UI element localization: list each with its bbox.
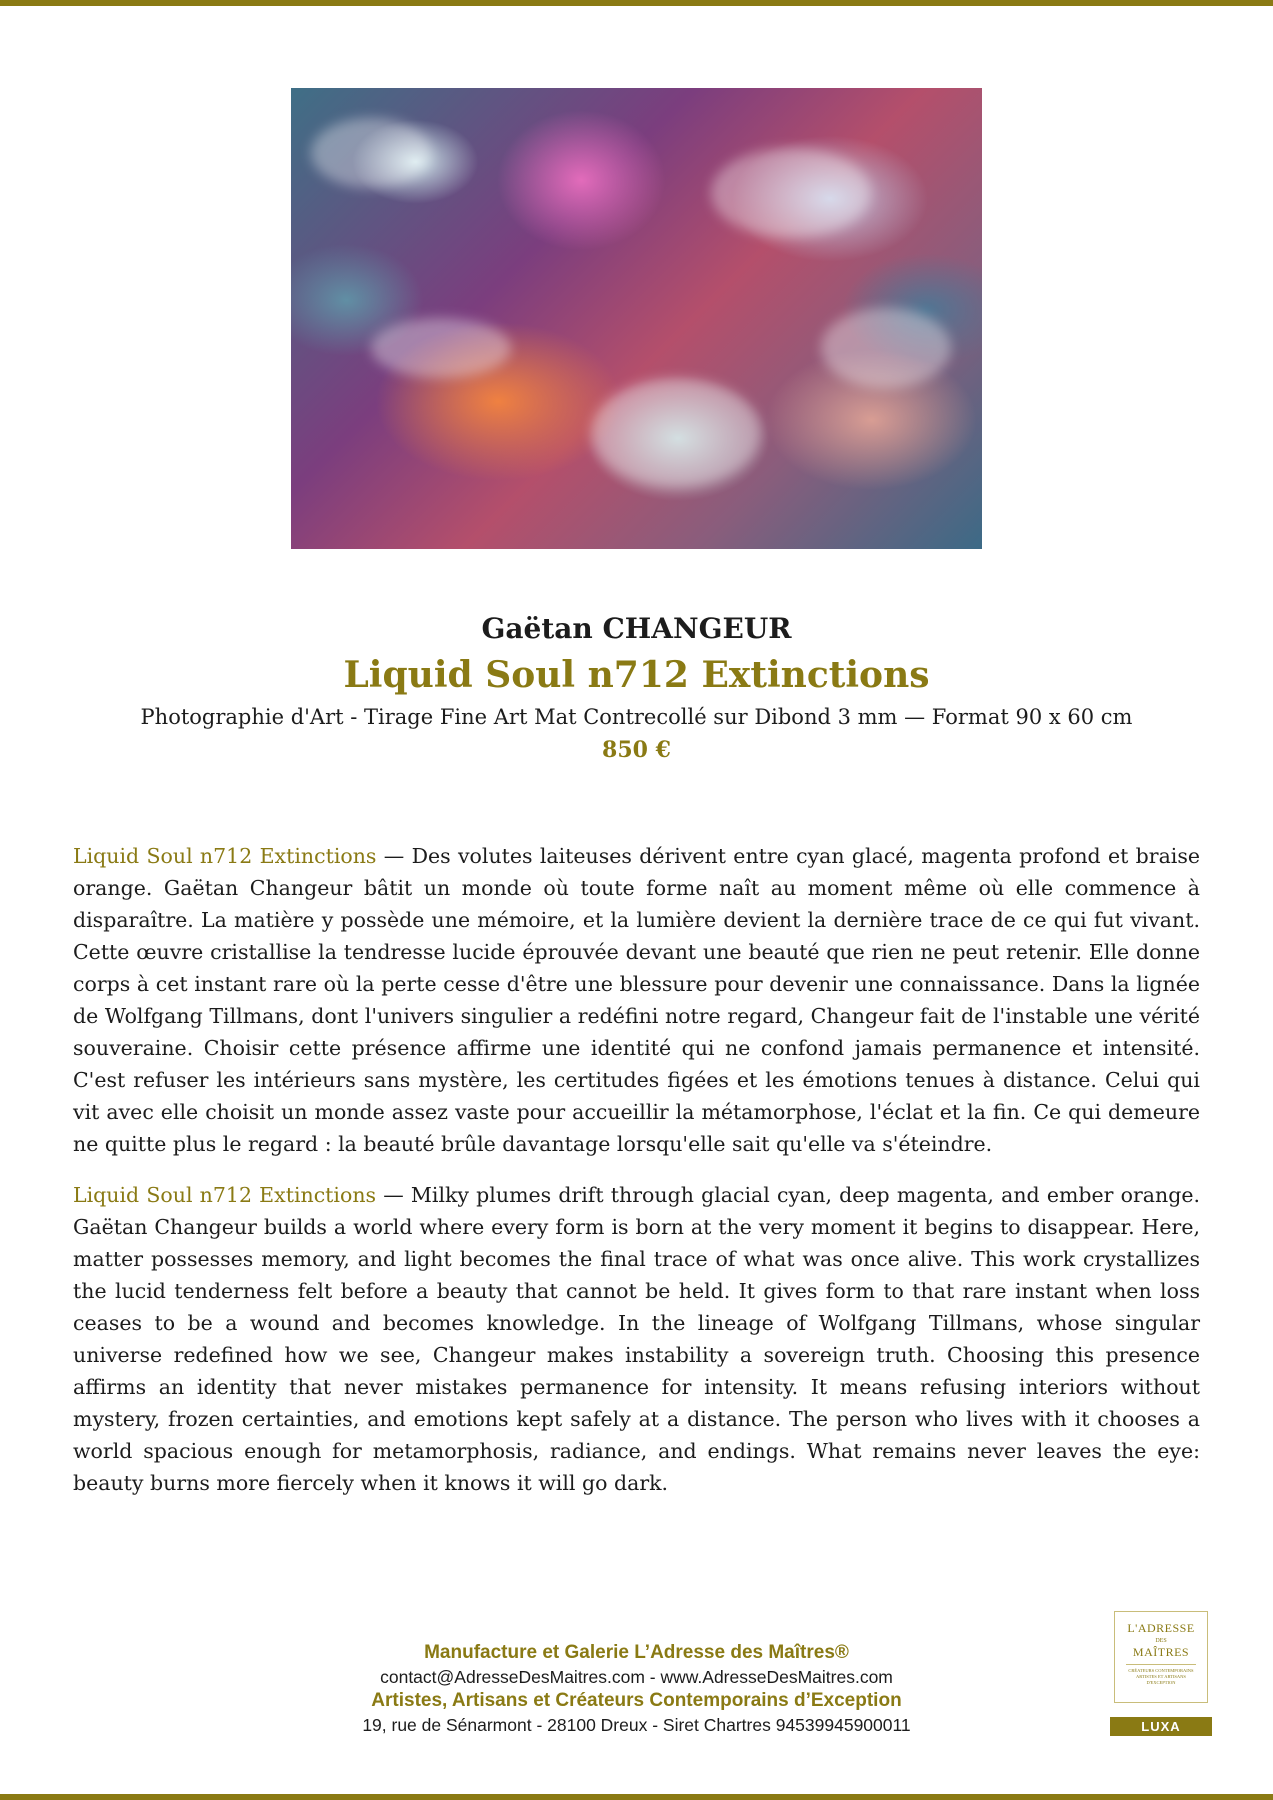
- luxa-badge: LUXA: [1110, 1717, 1212, 1736]
- logo-line-2: DES: [1155, 1638, 1167, 1644]
- logo-line-3: MAÎTRES: [1132, 1645, 1190, 1659]
- description-english-text: — Milky plumes drift through glacial cyan, deep magenta, and ember orange. Gaëtan Changeur builds a world where every form is born at the very moment it begins to disappear. Here, matter possesses memory, and light becomes the final trace of what was once alive. This work crystallizes the lucid tenderness felt before a beauty that cannot be held. It gives form to that rare instant when loss ceases to be a wound and becomes knowledge. In the lineage of Wolfgang Tillmans, whose singular universe redefined how we see, Changeur makes instability a sovereign truth. Choosing this presence affirms an identity that never mistakes permanence for intensity. It means refusing interiors without mystery, frozen certainties, and emotions kept safely at a distance. The person who lives with it chooses a world spacious enough for metamorphosis, radiance, and endings. What remains never leaves the eye: beauty burns more fiercely when it knows it will go dark.: [73, 1183, 1200, 1495]
- artwork-details: Photographie d'Art - Tirage Fine Art Mat Contrecollé sur Dibond 3 mm — Format 90 x 60 cm: [140, 705, 1133, 729]
- smoke-wisp: [711, 148, 871, 238]
- logo-line-1: L'ADRESSE: [1127, 1621, 1195, 1635]
- footer-company: Manufacture et Galerie L’Adresse des Maîtres®: [424, 1642, 849, 1663]
- smoke-wisp: [821, 308, 951, 388]
- footer-tagline: Artistes, Artisans et Créateurs Contemporains d’Exception: [371, 1690, 902, 1711]
- footer-address: 19, rue de Sénarmont - 28100 Dreux - Siret Chartres 94539945900011: [362, 1715, 911, 1735]
- smoke-wisp: [371, 318, 511, 378]
- footer-contact: contact@AdresseDesMaitres.com - www.AdresseDesMaitres.com: [380, 1667, 893, 1687]
- smoke-wisp: [591, 378, 761, 488]
- smoke-wisp: [311, 118, 431, 188]
- artwork-price: 850 €: [602, 737, 671, 763]
- footer: [0, 1640, 1273, 1736]
- artwork-image: [291, 88, 982, 549]
- logo-line-4: CRÉATEURS CONTEMPORAINS ARTISTES ET ARTISANS D'EXCEPTION: [1128, 1668, 1194, 1685]
- artwork-title: Liquid Soul n712 Extinctions: [343, 654, 930, 696]
- top-border: [0, 0, 1273, 6]
- description-english-lead: Liquid Soul n712 Extinctions: [73, 1183, 377, 1207]
- artist-name: Gaëtan CHANGEUR: [481, 612, 792, 645]
- bottom-border: [0, 1794, 1273, 1800]
- description-english: [73, 1179, 1200, 1499]
- description-french: [73, 840, 1200, 1160]
- gallery-logo: [1114, 1611, 1208, 1703]
- description-french-text: — Des volutes laiteuses dérivent entre cyan glacé, magenta profond et braise orange. Gaëtan Changeur bâtit un monde où toute forme naît au moment même où elle commence à disparaître. La matière y possède une mémoire, et la lumière devient la dernière trace de ce qui fut vivant. Cette œuvre cristallise la tendresse lucide éprouvée devant une beauté que rien ne peut retenir. Elle donne corps à cet instant rare où la perte cesse d'être une blessure pour devenir une connaissance. Dans la lignée de Wolfgang Tillmans, dont l'univers singulier a redéfini notre regard, Changeur fait de l'instable une vérité souveraine. Choisir cette présence affirme une identité qui ne confond jamais permanence et intensité. C'est refuser les intérieurs sans mystère, les certitudes figées et les émotions tenues à distance. Celui qui vit avec elle choisit un monde assez vaste pour accueillir la métamorphose, l'éclat et la fin. Ce qui demeure ne quitte plus le regard : la beauté brûle davantage lorsqu'elle sait qu'elle va s'éteindre.: [73, 844, 1200, 1156]
- logo-divider: [1126, 1664, 1196, 1665]
- description-french-lead: Liquid Soul n712 Extinctions: [73, 844, 377, 868]
